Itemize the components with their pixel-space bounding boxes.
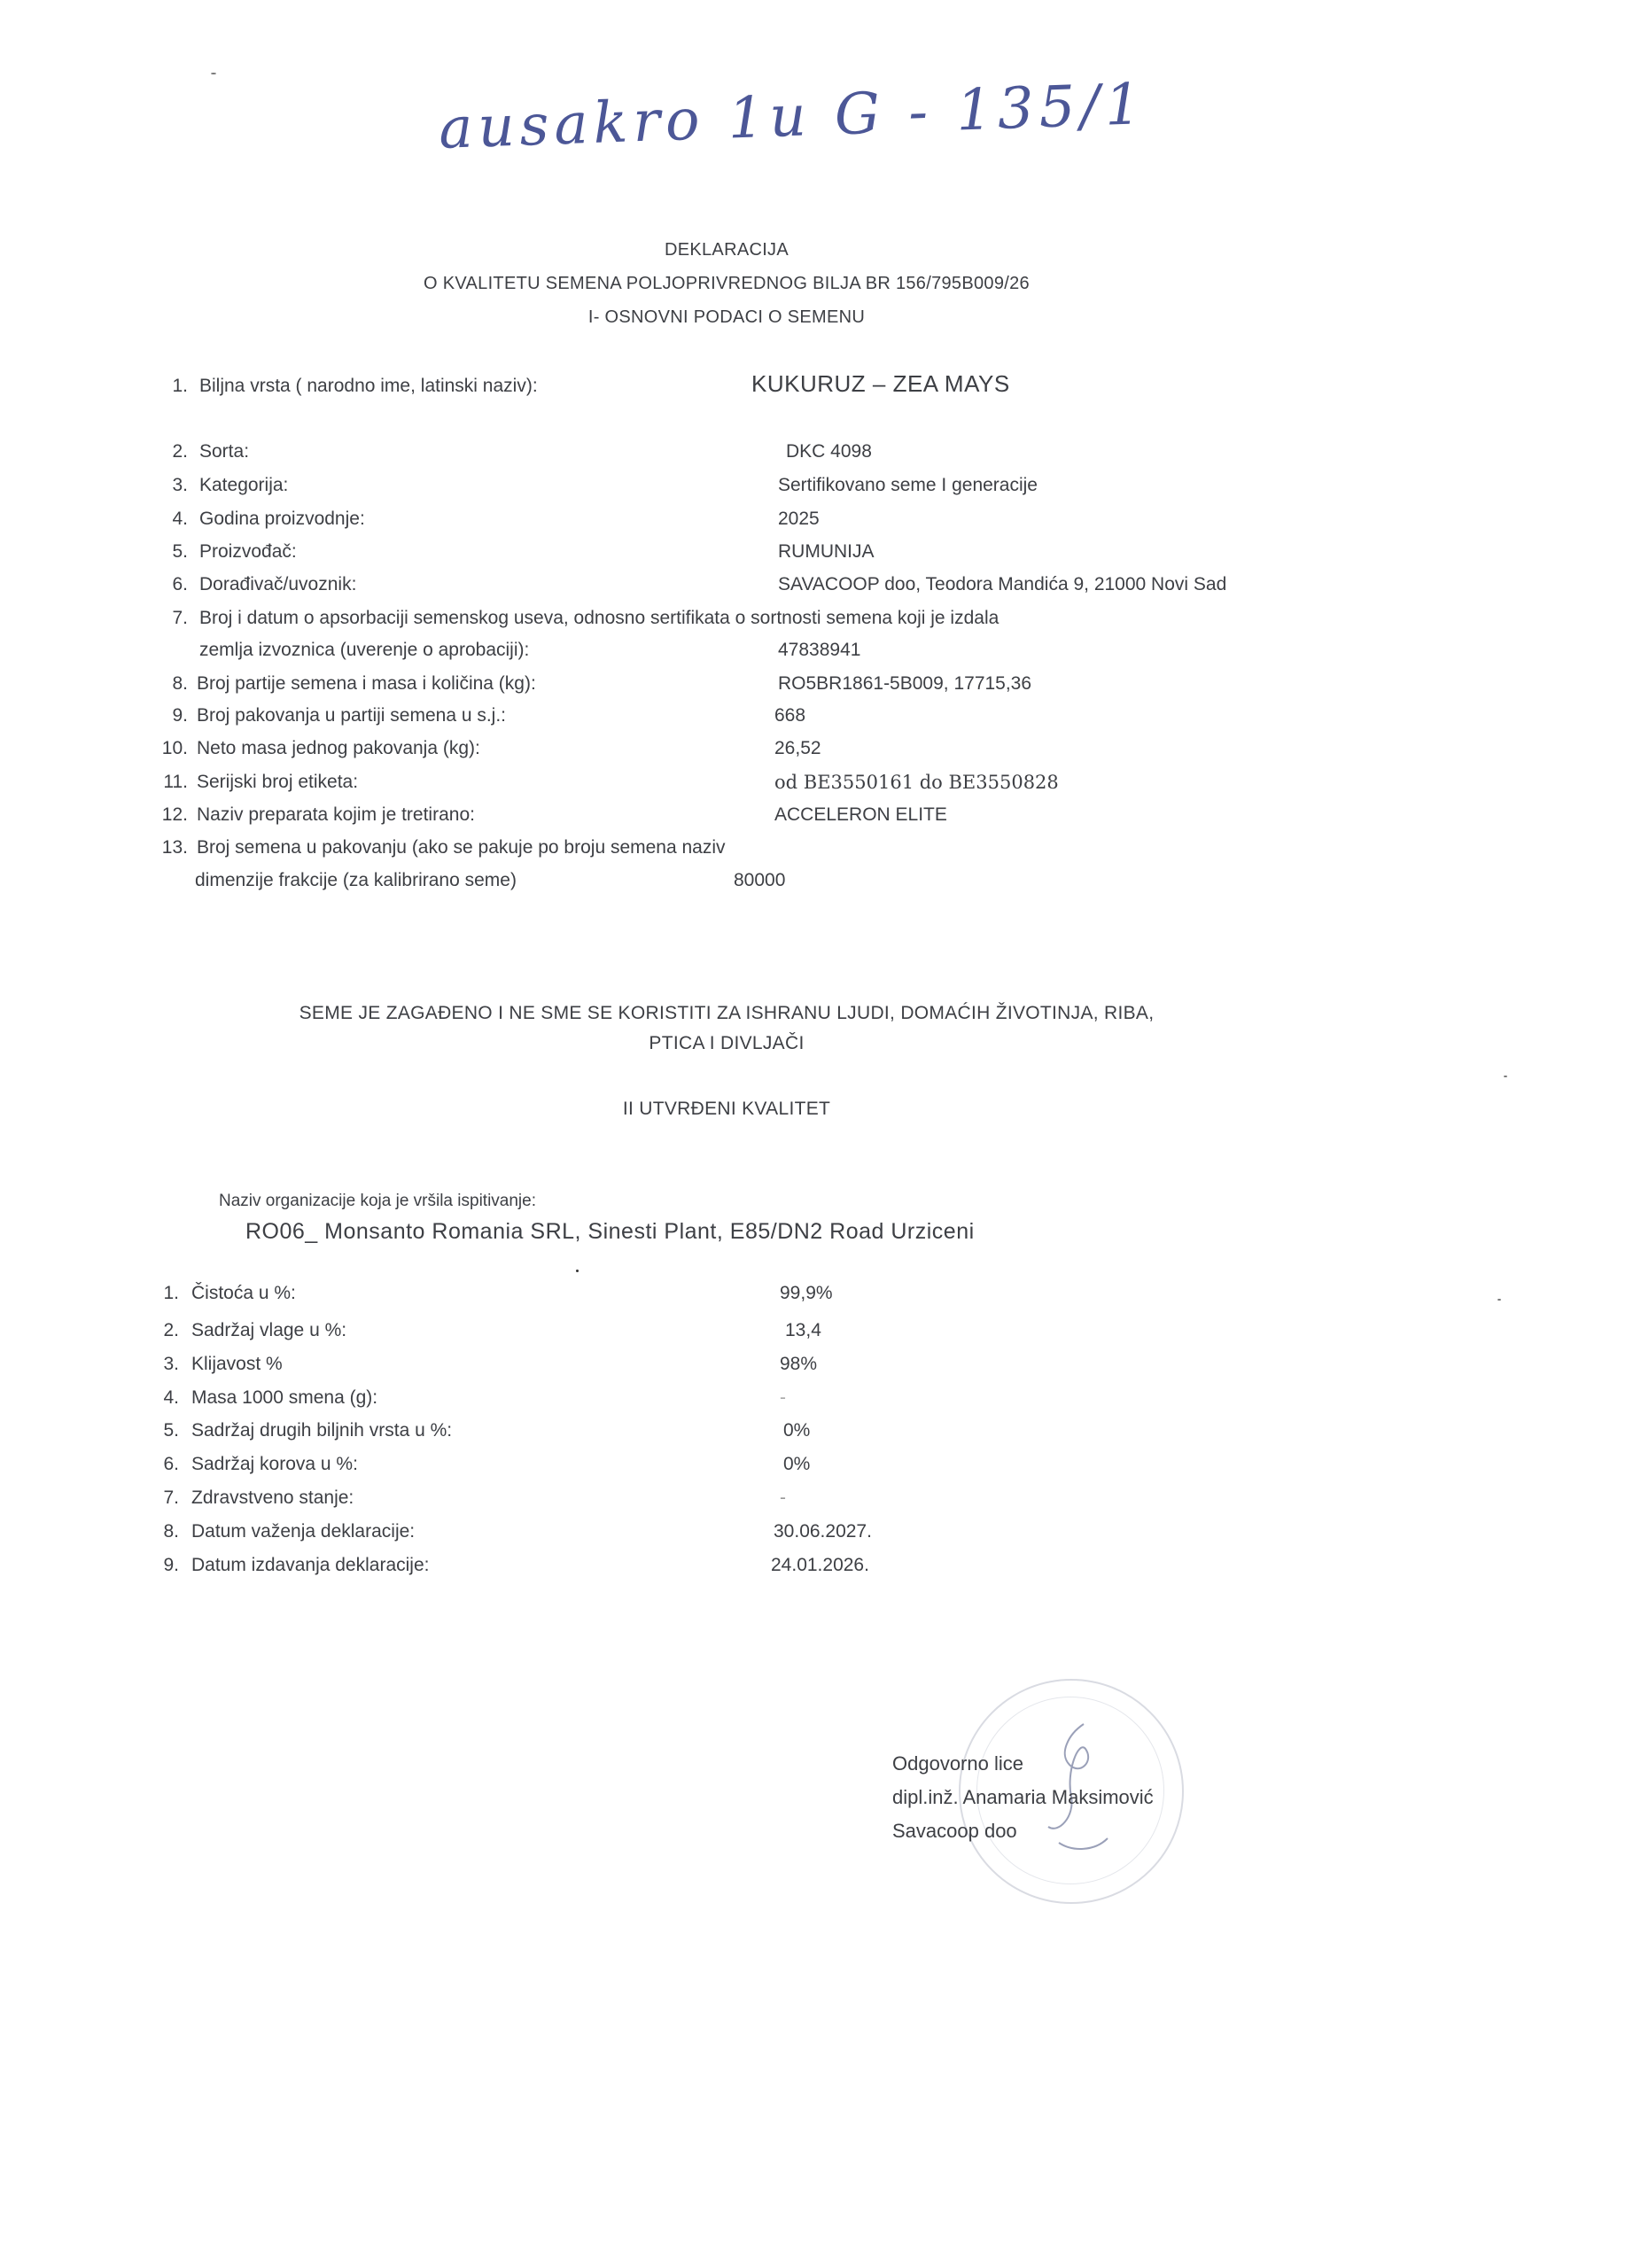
item-number: 7. xyxy=(172,608,188,628)
item-number: 6. xyxy=(163,1454,179,1474)
scan-speck xyxy=(1497,1299,1501,1301)
item-value: - xyxy=(780,1387,786,1408)
scan-speck xyxy=(211,73,216,74)
seed-count-value: 80000 xyxy=(734,870,786,890)
item-label: Dorađivač/uvoznik: xyxy=(199,574,357,594)
item-value: 99,9% xyxy=(780,1283,833,1303)
item-label: Neto masa jednog pakovanja (kg): xyxy=(197,738,480,758)
document-title: DEKLARACIJA xyxy=(664,240,789,260)
item-value: RUMUNIJA xyxy=(778,541,875,562)
approval-label-line1: Broj i datum o apsorbaciji semenskog useva, odnosno sertifikata o sortnosti semena koji je izdala xyxy=(199,608,1000,628)
item-number: 4. xyxy=(172,509,188,529)
item-number: 2. xyxy=(163,1320,179,1340)
item-number: 5. xyxy=(172,541,188,562)
organization-label: Naziv organizacije koja je vršila ispitivanje: xyxy=(219,1192,536,1210)
item-label: Masa 1000 smena (g): xyxy=(191,1387,378,1408)
item-label: Čistoća u %: xyxy=(191,1283,296,1303)
item-value: SAVACOOP doo, Teodora Mandića 9, 21000 Novi Sad xyxy=(778,574,1227,594)
item-value: 2025 xyxy=(778,509,820,529)
signature-block xyxy=(892,1747,1154,1848)
species-value: KUKURUZ – ZEA MAYS xyxy=(751,370,1010,397)
document-subtitle: O KVALITETU SEMENA POLJOPRIVREDNOG BILJA BR 156/795B009/26 xyxy=(424,274,1030,293)
organization-value: RO06_ Monsanto Romania SRL, Sinesti Plant, E85/DN2 Road Urziceni xyxy=(245,1219,975,1244)
item-number: 9. xyxy=(163,1555,179,1575)
approval-label-line2: zemlja izvoznica (uverenje o aprobaciji): xyxy=(199,640,530,660)
item-number: 3. xyxy=(172,475,188,495)
item-label: Sadržaj drugih biljnih vrsta u %: xyxy=(191,1420,453,1441)
item-value: Sertifikovano seme I generacije xyxy=(778,475,1038,495)
item-number: 9. xyxy=(172,705,188,726)
approval-value: 47838941 xyxy=(778,640,861,660)
seed-count-label-line2: dimenzije frakcije (za kalibrirano seme) xyxy=(195,870,517,890)
item-value: 30.06.2027. xyxy=(774,1521,872,1542)
item-label: Datum izdavanja deklaracije: xyxy=(191,1555,430,1575)
item-value: 24.01.2026. xyxy=(771,1555,869,1575)
item-value: DKC 4098 xyxy=(786,441,872,462)
item-value: 668 xyxy=(774,705,806,726)
item-number: 2. xyxy=(172,441,188,462)
item-value: ACCELERON ELITE xyxy=(774,804,947,825)
item-number: 8. xyxy=(172,673,188,694)
item-label: Broj partije semena i masa i količina (kg): xyxy=(197,673,536,694)
item-label: Datum važenja deklaracije: xyxy=(191,1521,416,1542)
item-number: 6. xyxy=(172,574,188,594)
item-number: 7. xyxy=(163,1487,179,1508)
item-number: 1. xyxy=(172,376,188,396)
species-label: Biljna vrsta ( narodno ime, latinski naziv): xyxy=(199,376,538,396)
item-value: RO5BR1861-5B009, 17715,36 xyxy=(778,673,1032,694)
item-number: 4. xyxy=(163,1387,179,1408)
item-value: 98% xyxy=(780,1354,818,1374)
item-label: Serijski broj etiketa: xyxy=(197,772,359,792)
seed-count-label-line1: Broj semena u pakovanju (ako se pakuje po broju semena naziv xyxy=(197,837,726,858)
contamination-warning xyxy=(0,998,1453,1059)
item-label: Sorta: xyxy=(199,441,250,462)
item-label: Naziv preparata kojim je tretirano: xyxy=(197,804,475,825)
item-label: Sadržaj vlage u %: xyxy=(191,1320,347,1340)
item-label: Sadržaj korova u %: xyxy=(191,1454,358,1474)
item-value: 13,4 xyxy=(785,1320,821,1340)
responsible-person-name: dipl.inž. Anamaria Maksimović xyxy=(892,1786,1154,1808)
section-quality-heading: II UTVRĐENI KVALITET xyxy=(622,1099,831,1119)
item-value: - xyxy=(780,1487,786,1508)
item-number: 5. xyxy=(163,1420,179,1441)
item-number: 1. xyxy=(163,1283,179,1303)
item-label: Zdravstveno stanje: xyxy=(191,1487,354,1508)
item-label: Proizvođač: xyxy=(199,541,297,562)
scan-speck xyxy=(1504,1076,1507,1077)
item-value: od BE3550161 do BE3550828 xyxy=(774,772,1059,793)
item-value: 0% xyxy=(783,1420,811,1441)
item-label: Kategorija: xyxy=(199,475,289,495)
scan-speck xyxy=(576,1270,579,1272)
item-number: 10. xyxy=(161,738,188,758)
responsible-person-role: Odgovorno lice xyxy=(892,1752,1023,1775)
item-number: 8. xyxy=(163,1521,179,1542)
item-label: Godina proizvodnje: xyxy=(199,509,365,529)
item-value: 26,52 xyxy=(774,738,821,758)
handwritten-reference: ausakro 1u G - 135/1 xyxy=(437,72,1147,162)
responsible-company: Savacoop doo xyxy=(892,1820,1017,1842)
item-value: 0% xyxy=(783,1454,811,1474)
warning-line1: SEME JE ZAGAĐENO I NE SME SE KORISTITI ZA ISHRANU LJUDI, DOMAĆIH ŽIVOTINJA, RIBA, xyxy=(299,1003,1155,1023)
item-number: 11. xyxy=(163,772,188,792)
item-label: Klijavost % xyxy=(191,1354,283,1374)
item-label: Broj pakovanja u partiji semena u s.j.: xyxy=(197,705,507,726)
section-basic-data-heading: I- OSNOVNI PODACI O SEMENU xyxy=(587,307,866,327)
warning-line2: PTICA I DIVLJAČI xyxy=(649,1033,805,1053)
item-number: 12. xyxy=(161,804,188,825)
item-number: 3. xyxy=(163,1354,179,1374)
item-number: 13. xyxy=(161,837,188,858)
